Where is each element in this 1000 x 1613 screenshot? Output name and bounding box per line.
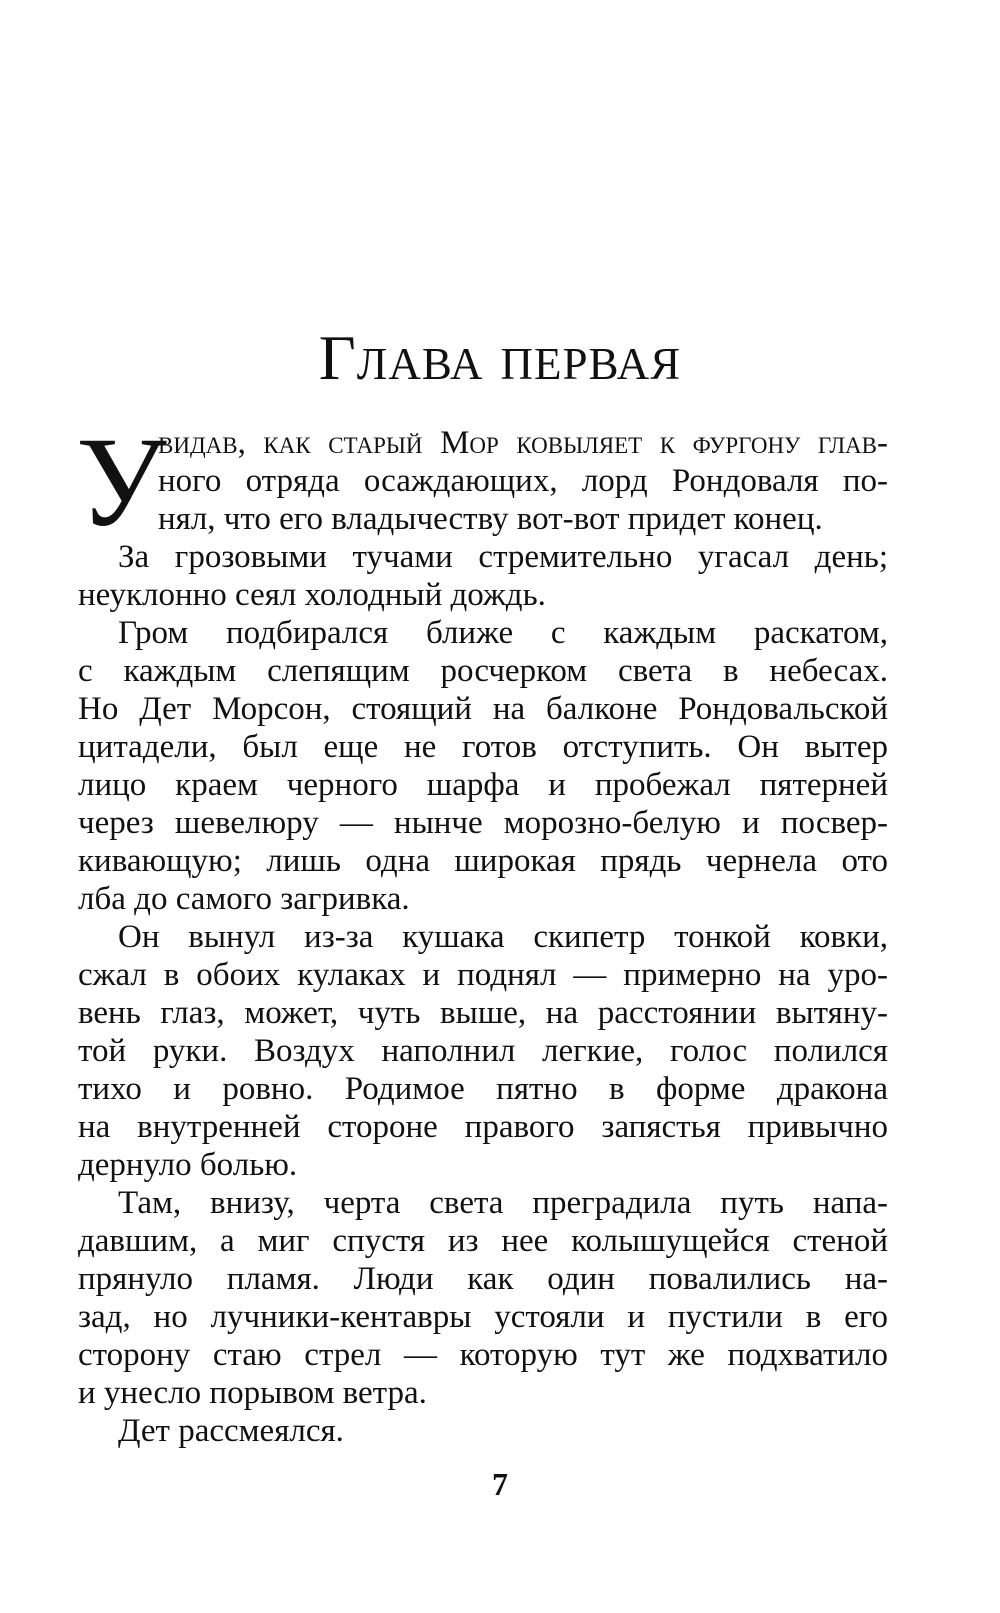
page-number: 7 bbox=[492, 1466, 508, 1502]
text-line: дернуло болью. bbox=[78, 1147, 298, 1183]
text-line: зад, но лучники-кентавры устояли и пустили в его bbox=[78, 1299, 888, 1335]
text-line: на внутренней стороне правого запястья привычно bbox=[78, 1109, 888, 1145]
text-line: с каждым слепящим росчерком света в небесах. bbox=[78, 653, 888, 689]
text-line: лба до самого загривка. bbox=[78, 881, 410, 917]
text-line: сторону стаю стрел — которую тут же подхватило bbox=[78, 1337, 888, 1373]
text-line: Гром подбирался ближе с каждым раскатом, bbox=[118, 615, 888, 651]
text-line: через шевелюру — нынче морозно-белую и посвер- bbox=[78, 805, 888, 841]
text-line: тихо и ровно. Родимое пятно в форме дракона bbox=[78, 1071, 888, 1107]
text-line: Дет рассмеялся. bbox=[118, 1413, 344, 1449]
text-line: давшим, а миг спустя из нее колышущейся стеной bbox=[78, 1223, 888, 1259]
text-line: и унесло порывом ветра. bbox=[78, 1375, 427, 1411]
text-line: цитадели, был еще не готов отступить. Он вытер bbox=[78, 729, 888, 765]
text-line: Но Дет Морсон, стоящий на балконе Рондовальской bbox=[78, 691, 888, 727]
text-line: Он вынул из-за кушака скипетр тонкой ковки, bbox=[118, 919, 888, 955]
body-text bbox=[78, 424, 888, 1450]
chapter-title: Глава первая bbox=[318, 322, 682, 393]
text-line: сжал в обоих кулаках и поднял — примерно на уро- bbox=[78, 957, 888, 993]
text-line: той руки. Воздух наполнил легкие, голос полился bbox=[78, 1033, 888, 1069]
text-line: видав, как старый Мор ковыляет к фургону глав- bbox=[158, 425, 888, 461]
text-line: Там, внизу, черта света преградила путь напа- bbox=[118, 1185, 888, 1221]
text-line: лицо краем черного шарфа и пробежал пятерней bbox=[78, 767, 888, 803]
text-line: неуклонно сеял холодный дождь. bbox=[78, 577, 546, 613]
text-line: прянуло пламя. Люди как один повалились на- bbox=[78, 1261, 888, 1297]
text-line: нял, что его владычеству вот-вот придет конец. bbox=[158, 501, 823, 537]
text-line: За грозовыми тучами стремительно угасал день; bbox=[118, 539, 888, 575]
text-line: вень глаз, может, чуть выше, на расстоянии вытяну- bbox=[78, 995, 888, 1031]
drop-cap-letter: У bbox=[76, 411, 167, 553]
text-line: кивающую; лишь одна широкая прядь чернела ото bbox=[78, 843, 888, 879]
text-line: ного отряда осаждающих, лорд Рондоваля по- bbox=[158, 463, 888, 499]
